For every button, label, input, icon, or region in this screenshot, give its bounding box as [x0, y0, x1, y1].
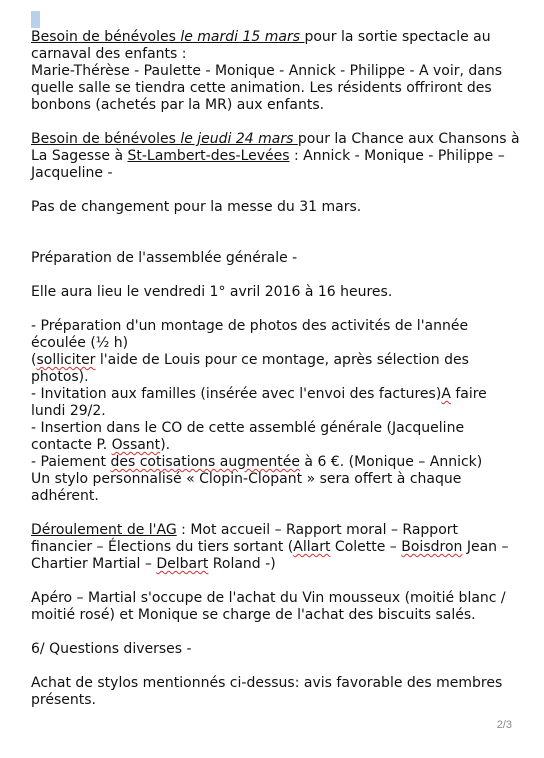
body-text: (: [31, 352, 37, 368]
body-text: - Paiement: [31, 454, 111, 470]
list-item: [31, 454, 521, 471]
assembly-date: Elle aura lieu le vendredi 1° avril 2016 à 16 heures.: [31, 284, 393, 300]
body-text: - Invitation aux familles (insérée avec l'envoi des factures): [31, 386, 442, 402]
body-text: : Annick - Monique - Philippe – Jacqueline -: [31, 148, 505, 181]
body-text: l'aide de Louis pour ce montage, après sélection des photos).: [31, 352, 469, 385]
spellcheck-word: Allart: [293, 539, 331, 555]
body-text: Roland -): [208, 556, 276, 572]
body-text: : Mot accueil – Rapport moral – Rapport financier – Élections du tiers sortant (: [31, 522, 459, 555]
mass-paragraph: Pas de changement pour la messe du 31 mars.: [31, 199, 362, 215]
page-number: 2/3: [496, 719, 512, 731]
text-cursor-highlight: [31, 11, 40, 28]
body-text: faire lundi 29/2.: [31, 386, 487, 419]
list-item: [31, 420, 521, 454]
assembly-heading: Préparation de l'assemblée générale -: [31, 250, 298, 266]
date-text: le jeudi 24 mars: [180, 131, 298, 147]
spellcheck-word: Ossant: [111, 437, 161, 453]
volunteers-chansons-paragraph: [31, 131, 521, 182]
list-item: [31, 352, 521, 386]
spellcheck-word: des cotisations augmentée: [110, 454, 300, 470]
spellcheck-word: solliciter: [36, 352, 96, 368]
body-text: pour la Chance aux Chansons à La Sagesse à: [31, 131, 520, 164]
underlined-text: Besoin de bénévoles: [31, 29, 181, 45]
document-body: [31, 29, 521, 709]
spellcheck-word: Delbart: [156, 556, 209, 572]
list-item: - Préparation d'un montage de photos des activités de l'année écoulée (½ h): [31, 318, 469, 351]
volunteers-carnival-names: Marie-Thérèse - Paulette - Monique - Annick - Philippe - A voir, dans quelle salle se tiendra cette animation. Les résidents offriront des bonbons (achetés par la MR) aux enfants.: [31, 63, 503, 113]
body-text: Colette –: [330, 539, 402, 555]
underlined-text: Déroulement de l'AG: [31, 522, 177, 538]
body-text: pour la sortie spectacle au carnaval des enfants :: [31, 29, 491, 62]
underlined-text: Besoin de bénévoles: [31, 131, 181, 147]
body-text: - Insertion dans le CO de cette assemblé générale (Jacqueline contacte P.: [31, 420, 465, 453]
body-text: Jean – Chartier Martial –: [31, 539, 509, 572]
questions-heading: 6/ Questions diverses -: [31, 641, 192, 657]
spellcheck-word: Boisdron: [401, 539, 463, 555]
list-item: Un stylo personnalisé « Clopin-Clopant » sera offert à chaque adhérent.: [31, 471, 462, 504]
body-text: ).: [160, 437, 171, 453]
spellcheck-word: A: [441, 386, 451, 402]
apero-paragraph: Apéro – Martial s'occupe de l'achat du Vin mousseux (moitié blanc / moitié rosé) et Monique se charge de l'achat des biscuits salés.: [31, 590, 506, 623]
date-text: le mardi 15 mars: [180, 29, 305, 45]
volunteers-carnival-paragraph: [31, 29, 521, 63]
pens-paragraph: Achat de stylos mentionnés ci-dessus: avis favorable des membres présents.: [31, 675, 503, 708]
assembly-agenda-paragraph: [31, 522, 521, 573]
body-text: à 6 €. (Monique – Annick): [299, 454, 483, 470]
place-name: St-Lambert-des-Levées: [127, 148, 290, 164]
list-item: [31, 386, 521, 420]
